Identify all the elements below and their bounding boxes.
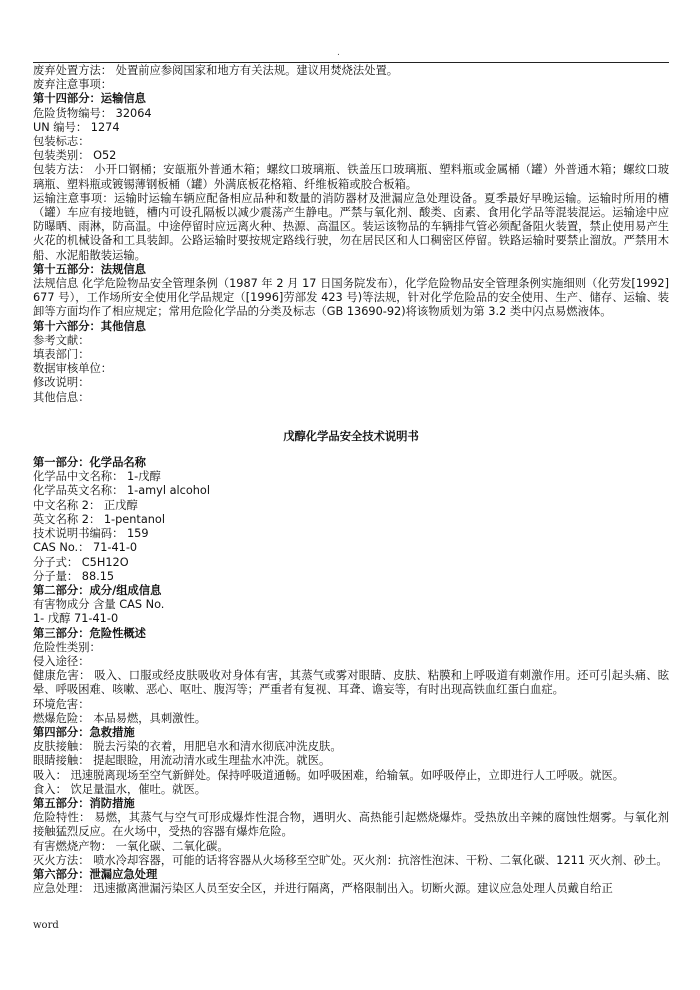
- combustion-products: 有害燃烧产物： 一氧化碳、二氧化碳。: [33, 839, 229, 853]
- chinese-name-2: 中文名称 2： 正戊醇: [33, 498, 138, 512]
- section-4-heading: 第四部分：急救措施: [33, 725, 135, 739]
- exposure-route: 侵入途径：: [33, 654, 90, 668]
- environmental-hazard: 环境危害：: [33, 697, 90, 711]
- extinguishing-method: 灭火方法： 喷水冷却容器，可能的话将容器从火场移至空旷处。灭火剂：抗溶性泡沫、干粉、二氧化碳、1211 灭火剂、砂土。: [33, 853, 668, 867]
- document-body: [33, 64, 669, 896]
- section-1-heading: 第一部分：化学品名称: [33, 456, 146, 470]
- header-rule: [33, 62, 669, 63]
- hazard-characteristics: 危险特性： 易燃，其蒸气与空气可形成爆炸性混合物，遇明火、高热能引起燃烧爆炸。受热放出辛辣的腐蚀性烟雾。与氧化剂接触猛烈反应。在火场中，受热的容器有爆炸危险。: [33, 811, 669, 839]
- section-14-heading: 第十四部分：运输信息: [33, 92, 146, 106]
- emergency-handling: 应急处理： 迅速撤离泄漏污染区人员至安全区，并进行隔离，严格限制出入。切断火源。建议应急处理人员戴自给正: [33, 882, 613, 896]
- chinese-name: 化学品中文名称： 1-戊醇: [33, 470, 161, 484]
- un-number: UN 编号： 1274: [33, 120, 120, 134]
- package-mark: 包装标志：: [33, 135, 90, 149]
- filling-department: 填表部门：: [33, 348, 90, 362]
- hazard-category: 危险性类别：: [33, 640, 101, 654]
- composition-header: 有害物成分 含量 CAS No.: [33, 598, 165, 612]
- skin-contact: 皮肤接触： 脱去污染的衣着，用肥皂水和清水彻底冲洗皮肤。: [33, 740, 342, 754]
- disposal-method: 废弃处置方法： 处置前应参阅国家和地方有关法规。建议用焚烧法处置。: [33, 64, 399, 77]
- other-info: 其他信息：: [33, 390, 90, 404]
- footer-label: word: [33, 920, 59, 931]
- fire-explosion-hazard: 燃爆危险： 本品易燃，具刺激性。: [33, 711, 207, 725]
- section-15-heading: 第十五部分：法规信息: [33, 262, 146, 276]
- english-name: 化学品英文名称： 1-amyl alcohol: [33, 484, 210, 498]
- header-mark: .: [337, 48, 340, 58]
- section-3-heading: 第三部分：危险性概述: [33, 626, 146, 640]
- document-title: 戊醇化学品安全技术说明书: [283, 429, 419, 443]
- package-method: 包装方法： 小开口钢桶；安瓿瓶外普通木箱；螺纹口玻璃瓶、铁盖压口玻璃瓶、塑料瓶或金属桶（罐）外普通木箱；螺纹口玻璃瓶、塑料瓶或镀锡薄钢板桶（罐）外满底板花格箱、纤维板箱或胶合板箱。: [33, 163, 669, 191]
- molecular-formula: 分子式： C5H12O: [33, 555, 129, 569]
- package-category: 包装类别： O52: [33, 149, 117, 163]
- references: 参考文献：: [33, 333, 90, 347]
- transport-notes: 运输注意事项：运输时运输车辆应配备相应品种和数量的消防器材及泄漏应急处理设备。夏季最好早晚运输。运输时所用的槽（罐）车应有接地链，槽内可设孔隔板以减少震荡产生静电。严禁与氧化剂、酸类、卤素、食用化学品等混装混运。运输途中应防曝晒、雨淋，防高温。中途停留时应远离火种、热源、高温区。装运该物品的车辆排气管必须配备阻火装置，禁止使用易产生火花的机械设备和工具装卸。公路运输时要按规定路线行驶，勿在居民区和人口稠密区停留。铁路运输时要禁止溜放。严禁用木船、水泥船散装运输。: [33, 191, 669, 262]
- health-hazard: 健康危害： 吸入、口服或经皮肤吸收对身体有害，其蒸气或雾对眼睛、皮肤、粘膜和上呼吸道有刺激作用。还可引起头痛、眩晕、呼吸困难、咳嗽、恶心、呕吐、腹泻等；严重者有复视、耳聋、谵妄等，有时出现高铁血红蛋白血症。: [33, 669, 669, 697]
- section-16-heading: 第十六部分：其他信息: [33, 319, 146, 333]
- composition-row: 1- 戊醇 71-41-0: [33, 612, 119, 626]
- audit-unit: 数据审核单位：: [33, 362, 113, 376]
- english-name-2: 英文名称 2： 1-pentanol: [33, 512, 165, 526]
- ingestion: 食入： 饮足量温水，催吐。就医。: [33, 782, 207, 796]
- regulation-info: 法规信息 化学危险物品安全管理条例（1987 年 2 月 17 日国务院发布），化学危险物品安全管理条例实施细则（化劳发[1992] 677 号），工作场所安全使用化学品规定（[1996]劳部发 423 号)等法规，针对化学危险品的安全使用、生产、储存、运输、装卸等方面均作了相应规定；常用危险化学品的分类及标志（GB 13690-92)将该物质划为第 3.2 类中闪点易燃液体。: [33, 277, 669, 319]
- section-2-heading: 第二部分：成分/组成信息: [33, 583, 162, 597]
- disposal-notes: 废弃注意事项：: [33, 78, 113, 92]
- inhalation: 吸入： 迅速脱离现场至空气新鲜处。保持呼吸道通畅。如呼吸困难，给输氧。如呼吸停止，立即进行人工呼吸。就医。: [33, 768, 625, 782]
- eye-contact: 眼睛接触： 提起眼睑，用流动清水或生理盐水冲洗。就医。: [33, 754, 331, 768]
- section-6-heading: 第六部分：泄漏应急处理: [33, 867, 158, 881]
- revision-notes: 修改说明：: [33, 376, 90, 390]
- tech-spec-code: 技术说明书编码： 159: [33, 527, 149, 541]
- cas-number: CAS No.： 71-41-0: [33, 541, 138, 555]
- molecular-weight: 分子量： 88.15: [33, 569, 115, 583]
- section-5-heading: 第五部分：消防措施: [33, 796, 135, 810]
- dg-number: 危险货物编号： 32064: [33, 106, 152, 120]
